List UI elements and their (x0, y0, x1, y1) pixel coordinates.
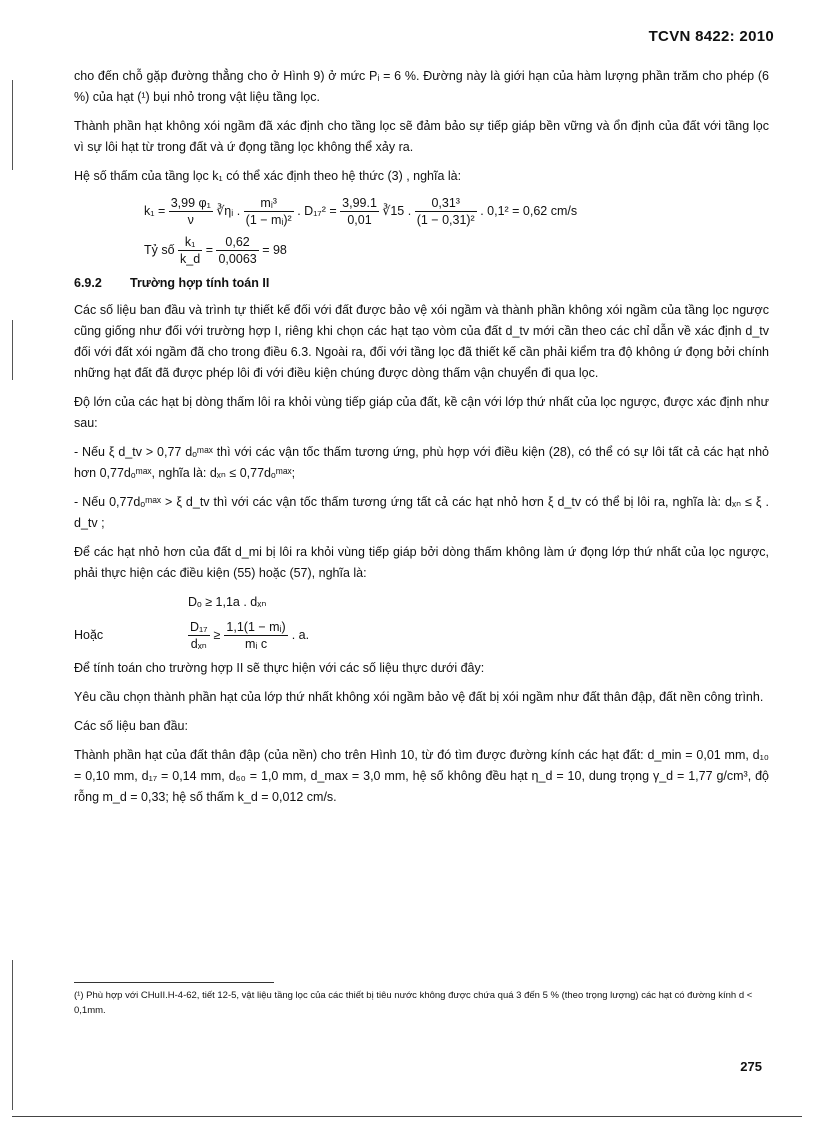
paragraph: Độ lớn của các hạt bị dòng thấm lôi ra khỏi vùng tiếp giáp của đất, kề cận với lớp thứ nhất của lọc ngược, được xác định như sau: (74, 395, 769, 430)
page-header: TCVN 8422: 2010 (648, 28, 774, 45)
paragraph: Thành phần hạt của đất thân đập (của nền) cho trên Hình 10, từ đó tìm được đường kính các hạt đất: d_min = 0,01 mm, d₁₀ = 0,10 mm, d₁₇ = 0,14 mm, d₆₀ = 1,0 mm, d_max = 3,0 mm, hệ số không đều hạt η_d = 10, dung trọng γ_d = 1,77 g/cm³, độ rỗng m_d = 0,33; hệ số thấm k_d = 0,012 cm/s. (74, 748, 769, 804)
fraction (169, 195, 213, 228)
paragraph: Các số liệu ban đầu và trình tự thiết kế đối với đất được bảo vệ xói ngầm và thành phần không xói ngầm của tầng lọc ngược cũng giống như đối với trường hợp I, riêng khi chọn các hạt tạo vòm của đất d_tv mới cần theo các chỉ dẫn về xác định d_tv đối với đất xói ngầm đã cho trong điều 6.3. Ngoài ra, đối với tầng lọc đã thiết kế cần phải kiểm tra độ không ứ đọng bởi chính những hạt đất đã được phép lôi đi với điều kiện chúng được dòng thấm vận chuyển đi qua lọc. (74, 303, 769, 380)
denominator: k_d (180, 252, 201, 266)
document-body (74, 66, 769, 816)
numerator: D₁₇ (190, 620, 208, 634)
numerator: 1,1(1 − mᵢ) (226, 620, 286, 634)
scan-margin-line (12, 320, 13, 380)
denominator: dₓₙ (190, 637, 207, 651)
fraction (415, 195, 477, 228)
denominator: mᵢ c (245, 637, 268, 651)
eq-term: . D₁₇² = (297, 203, 337, 218)
eq-term: . a. (291, 628, 310, 642)
scan-margin-line (12, 80, 13, 170)
scan-margin-line (12, 960, 13, 1110)
equation-condition: Dₒ ≥ 1,1a . dₓₙ (188, 595, 267, 609)
paragraph: Thành phần hạt không xói ngầm đã xác định cho tầng lọc sẽ đảm bảo sự tiếp giáp bền vững và ổn định của đất với tầng lọc vì sự lôi hạt từ trong đất và ứ đọng tầng lọc không thể xảy ra. (74, 119, 769, 154)
numerator: 3,99.1 (342, 196, 377, 210)
numerator: 0,31³ (415, 195, 477, 212)
scan-bottom-line (12, 1116, 802, 1117)
eq-term: ∛ηᵢ . (216, 203, 241, 218)
section-title: Trường hợp tính toán II (130, 276, 270, 290)
footnote: (¹) Phù hợp với CHuII.H-4-62, tiết 12-5, vật liệu tầng lọc của các thiết bị tiêu nước không được chứa quá 3 đến 5 % (theo trọng lượng) các hạt có đường kính d < 0,1mm. (74, 990, 753, 1016)
numerator: k₁ (178, 234, 202, 251)
paragraph: Các số liệu ban đầu: (74, 719, 188, 733)
paragraph: Hệ số thấm của tầng lọc k₁ có thể xác định theo hệ thức (3) , nghĩa là: (74, 169, 462, 183)
list-item: - Nếu 0,77dₒᵐᵃˣ > ξ d_tv thì với các vận tốc thấm tương ứng tất cả các hạt nhỏ hơn ξ d_tv có thể bị lôi ra, nghĩa là: dₓₙ ≤ ξ . d_tv ; (74, 495, 769, 530)
equation-permeability (144, 195, 769, 228)
numerator: mᵢ³ (244, 195, 294, 212)
eq-term: k₁ = (144, 203, 166, 218)
equation-alt (74, 619, 769, 652)
eq-term: . 0,1² = 0,62 cm/s (480, 203, 578, 218)
page-number: 275 (740, 1059, 762, 1074)
eq-term: Tỷ số (144, 242, 175, 257)
fraction (244, 195, 294, 228)
or-label: Hoặc (74, 628, 104, 642)
denominator: 0,0063 (218, 252, 257, 266)
numerator: 0,62 (216, 234, 258, 251)
equation-ratio (144, 234, 769, 267)
fraction (216, 234, 258, 267)
paragraph: Để tính toán cho trường hợp II sẽ thực hiện với các số liệu thực dưới đây: (74, 661, 485, 675)
eq-term: ∛15 . (382, 203, 412, 218)
section-heading (74, 273, 769, 294)
section-number: 6.9.2 (74, 276, 102, 290)
fraction (340, 195, 379, 228)
fraction (224, 619, 287, 652)
fraction (188, 619, 210, 652)
numerator: 3,99 φ₁ (170, 196, 211, 210)
eq-term: ≥ (213, 628, 221, 642)
denominator: ν (187, 213, 194, 227)
denominator: (1 − 0,31)² (416, 213, 475, 227)
fraction (178, 234, 202, 267)
paragraph: cho đến chỗ gặp đường thẳng cho ở Hình 9) ở mức Pᵢ = 6 %. Đường này là giới hạn của hàm lượng phần trăm cho phép (6 %) của hạt (¹) bụi nhỏ trong vật liệu tầng lọc. (74, 69, 769, 104)
eq-term: = (205, 242, 213, 257)
paragraph: Để các hạt nhỏ hơn của đất d_mi bị lôi ra khỏi vùng tiếp giáp bởi dòng thấm không làm ứ đọng lớp thứ nhất của lọc ngược, phải thực hiện các điều kiện (55) hoặc (57), nghĩa là: (74, 545, 769, 580)
paragraph: Yêu cầu chọn thành phần hạt của lớp thứ nhất không xói ngầm bảo vệ đất bị xói ngầm như đất thân đập, đất nền công trình. (74, 690, 764, 704)
denominator: 0,01 (347, 213, 372, 227)
denominator: (1 − mᵢ)² (245, 213, 292, 227)
list-item: - Nếu ξ d_tv > 0,77 dₒᵐᵃˣ thì với các vận tốc thấm tương ứng, phù hợp với điều kiện (28), có thể có sự lôi tất cả các hạt nhỏ hơn 0,77dₒᵐᵃˣ, nghĩa là: dₓₙ ≤ 0,77dₒᵐᵃˣ; (74, 445, 769, 480)
footnote-divider (74, 982, 274, 983)
eq-term: = 98 (262, 242, 287, 257)
